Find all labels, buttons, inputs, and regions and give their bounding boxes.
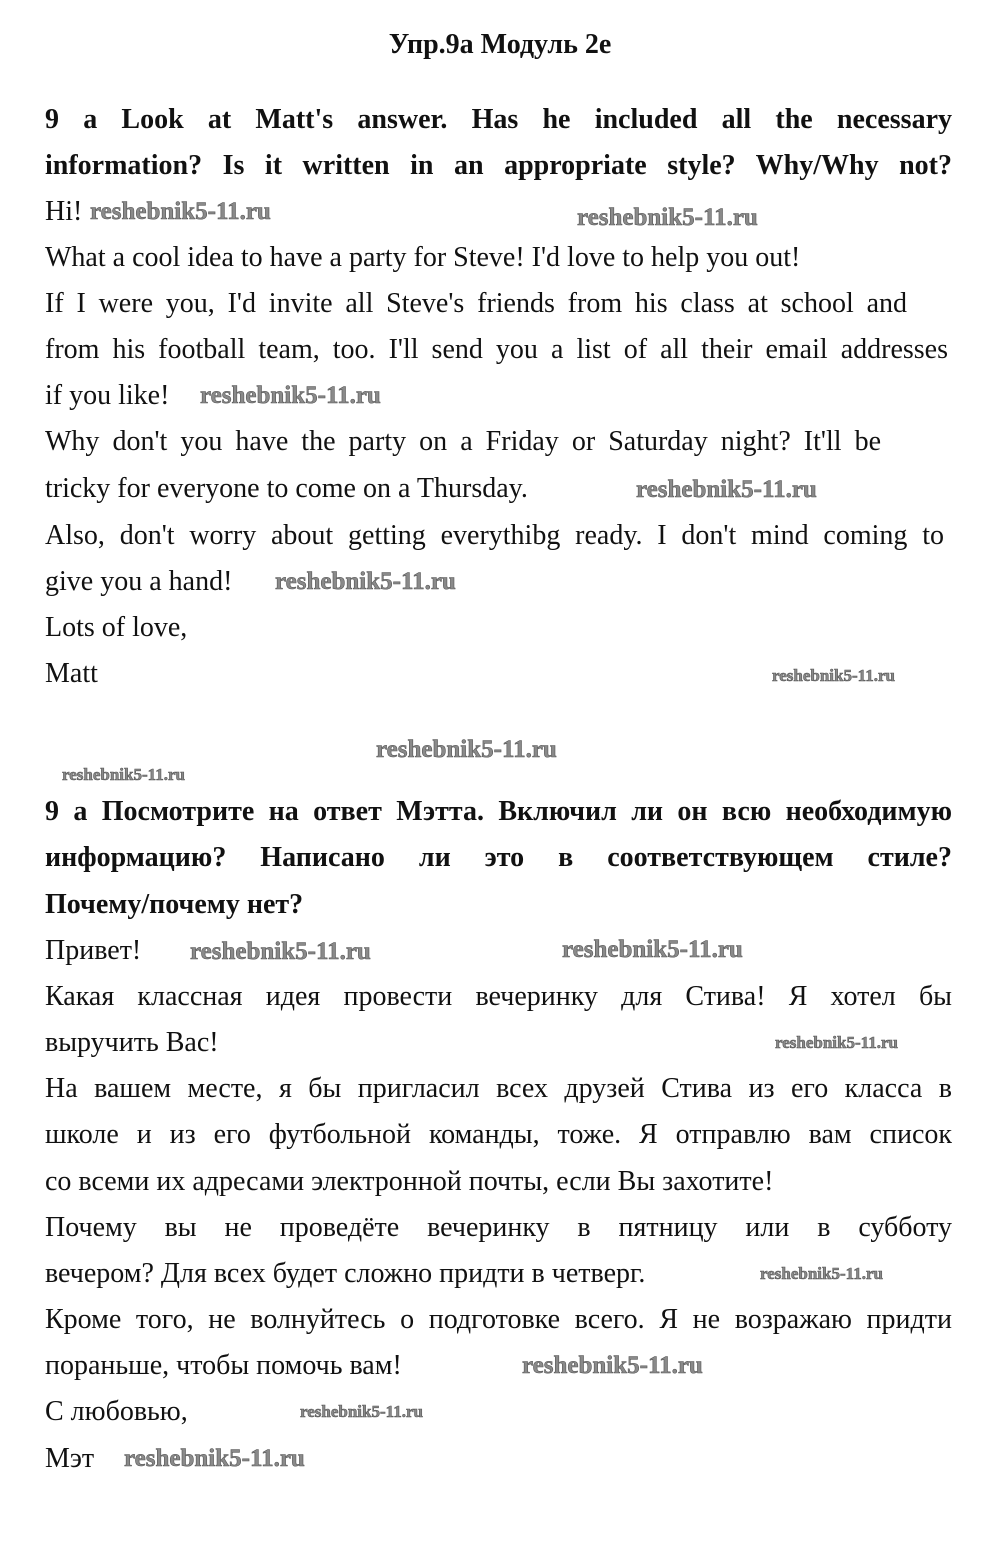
english-letter-line (45, 513, 952, 559)
line-text: give you a hand! (45, 566, 233, 597)
watermark: reshebnik5-11.ru (772, 666, 895, 685)
line-text: from his football team, too. I'll send you a list of all their email addresses (45, 334, 948, 365)
line-text: tricky for everyone to come on a Thursday. (45, 473, 528, 504)
line-text: Hi! (45, 196, 83, 227)
line-text: вечером? Для всех будет сложно придти в четверг. (45, 1258, 646, 1289)
line-text: Почему вы не проведёте вечеринку в пятницу или в субботу (45, 1212, 952, 1243)
watermark: reshebnik5-11.ru (562, 936, 743, 963)
line-text: Lots of love, (45, 612, 188, 643)
line-text: С любовью, (45, 1396, 188, 1427)
english-task-line (45, 97, 952, 143)
line-text: What a cool idea to have a party for Steve! I'd love to help you out! (45, 242, 801, 273)
line-text: Кроме того, не волнуйтесь о подготовке всего. Я не возражаю придти (45, 1304, 952, 1335)
watermark: reshebnik5-11.ru (90, 198, 271, 225)
line-text: 9 а Посмотрите на ответ Мэтта. Включил ли он всю необходимую (45, 796, 952, 827)
english-letter-line (45, 327, 952, 373)
english-letter-line (45, 559, 952, 605)
watermark: reshebnik5-11.ru (760, 1264, 883, 1283)
russian-task-line (45, 835, 952, 881)
line-text: Почему/почему нет? (45, 889, 304, 920)
line-text: Why don't you have the party on a Friday or Saturday night? It'll be (45, 426, 881, 457)
watermark: reshebnik5-11.ru (775, 1033, 898, 1052)
english-letter-line (45, 235, 952, 281)
russian-task-line (45, 789, 952, 835)
watermark: reshebnik5-11.ru (300, 1402, 423, 1421)
watermark: reshebnik5-11.ru (190, 938, 371, 965)
russian-letter-line (45, 1066, 952, 1112)
watermark: reshebnik5-11.ru (200, 382, 381, 409)
english-letter-line (45, 419, 952, 465)
russian-letter-line (45, 1112, 952, 1158)
english-letter-line (45, 605, 952, 651)
watermark: reshebnik5-11.ru (62, 765, 185, 784)
line-text: Also, don't worry about getting everythibg ready. I don't mind coming to (45, 520, 944, 551)
line-text: Привет! (45, 935, 142, 966)
russian-task-line (45, 882, 952, 928)
watermark: reshebnik5-11.ru (275, 568, 456, 595)
line-text: выручить Вас! (45, 1027, 219, 1058)
line-text: Мэт (45, 1443, 95, 1474)
english-letter-line (45, 281, 952, 327)
page-title: Упр.9a Модуль 2e (388, 29, 612, 60)
russian-letter-line (45, 1343, 952, 1389)
line-text: информацию? Написано ли это в соответствующем стиле? (45, 842, 952, 873)
line-text: Matt (45, 658, 98, 689)
line-text: школе и из его футбольной команды, тоже. Я отправлю вам список (45, 1119, 952, 1150)
russian-letter-line (45, 1205, 952, 1251)
line-text: information? Is it written in an appropriate style? Why/Why not? (45, 150, 952, 181)
russian-letter-line (45, 1297, 952, 1343)
watermark: reshebnik5-11.ru (124, 1445, 305, 1472)
line-text: if you like! (45, 380, 170, 411)
watermark: reshebnik5-11.ru (636, 476, 817, 503)
line-text: Какая классная идея провести вечеринку для Стива! Я хотел бы (45, 981, 952, 1012)
english-task-line (45, 143, 952, 189)
english-letter-line (45, 373, 952, 419)
line-text: 9 a Look at Matt's answer. Has he included all the necessary (45, 104, 952, 135)
watermark: reshebnik5-11.ru (376, 736, 557, 763)
line-text: На вашем месте, я бы пригласил всех друзей Стива из его класса в (45, 1073, 952, 1104)
russian-letter-line (45, 1159, 952, 1205)
line-text: If I were you, I'd invite all Steve's friends from his class at school and (45, 288, 907, 319)
russian-letter-line (45, 1389, 952, 1435)
watermark: reshebnik5-11.ru (522, 1352, 703, 1379)
russian-letter-line (45, 928, 952, 974)
line-text: пораньше, чтобы помочь вам! (45, 1350, 402, 1381)
line-text: со всеми их адресами электронной почты, если Вы захотите! (45, 1166, 774, 1197)
watermark: reshebnik5-11.ru (577, 204, 758, 231)
russian-letter-line (45, 974, 952, 1020)
